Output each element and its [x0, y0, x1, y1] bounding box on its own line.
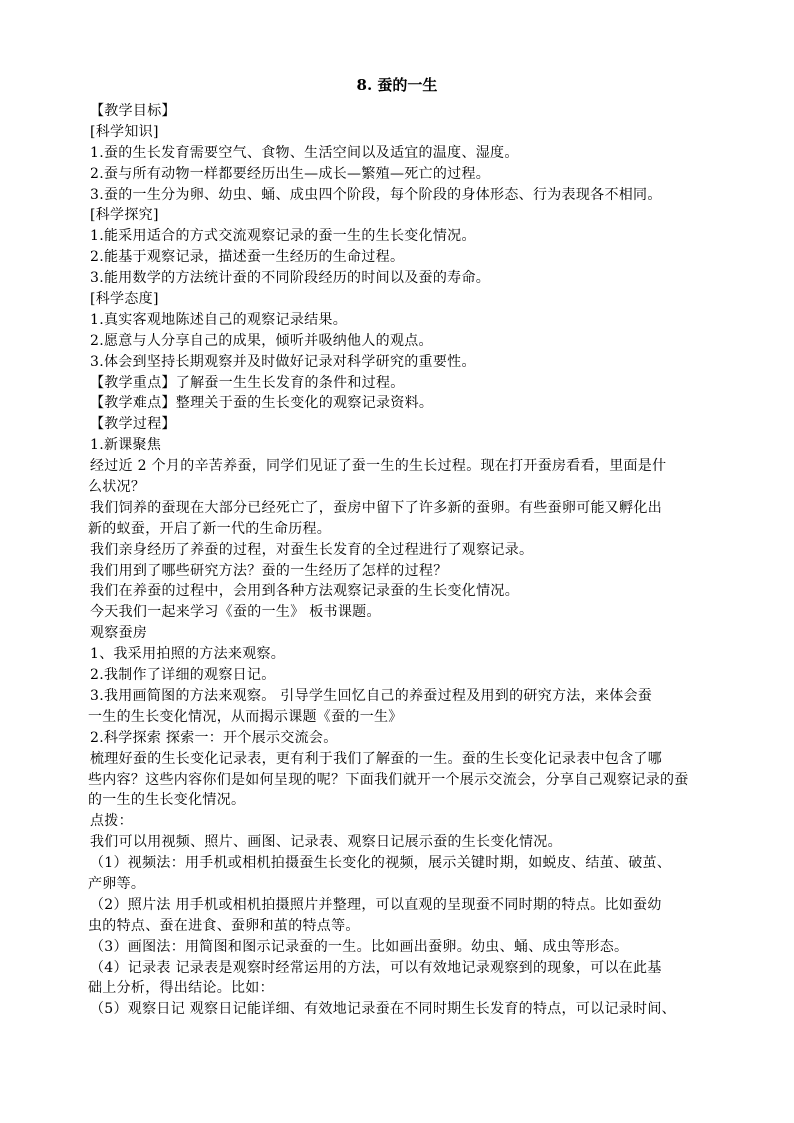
text-line: 经过近 2 个月的辛苦养蚕，同学们见证了蚕一生的生长过程。现在打开蚕房看看，里面是什 [90, 458, 667, 475]
text-line: 1.新课聚焦 [90, 437, 162, 454]
text-line: 3.能用数学的方法统计蚕的不同阶段经历的时间以及蚕的寿命。 [90, 270, 491, 287]
text-line: 我们可以用视频、照片、画图、记录表、观察日记展示蚕的生长变化情况。 [90, 834, 562, 851]
text-line: 1、我采用拍照的方法来观察。 [90, 646, 286, 663]
text-line: （3）画图法：用简图和图示记录蚕的一生。比如画出蚕卵。幼虫、蛹、成虫等形态。 [90, 938, 629, 955]
difficult-points: 【教学难点】整理关于蚕的生长变化的观察记录资料。 [90, 395, 434, 412]
text-line: （4）记录表 记录表是观察时经常运用的方法，可以有效地记录观察到的现象，可以在此基 [90, 959, 662, 976]
text-line: 我们用到了哪些研究方法？蚕的一生经历了怎样的过程？ [90, 562, 448, 579]
text-line: 新的蚁蚕，开启了新一代的生命历程。 [88, 520, 332, 537]
text-line: 1.真实客观地陈述自己的观察记录结果。 [90, 311, 348, 328]
text-line: 么状况？ [88, 479, 146, 496]
text-line: 2.愿意与人分享自己的成果，倾听并吸纳他人的观点。 [90, 332, 433, 349]
text-line: 产卵等。 [88, 875, 146, 892]
text-line: 我们在养蚕的过程中，会用到各种方法观察记录蚕的生长变化情况。 [90, 583, 519, 600]
text-line: 1.蚕的生长发育需要空气、食物、生活空间以及适宜的温度、湿度。 [90, 144, 519, 161]
text-line: 观察蚕房 [90, 625, 148, 642]
text-line: 3.我用画简图的方法来观察。 引导学生回忆自己的养蚕过程及用到的研究方法，来体会蚕 [90, 687, 653, 704]
subheading-inquiry: [科学探究] [90, 207, 159, 224]
text-line: 我们亲身经历了养蚕的过程，对蚕生长发育的全过程进行了观察记录。 [90, 541, 534, 558]
text-line: 2.我制作了详细的观察日记。 [90, 667, 276, 684]
text-line: 些内容？这些内容你们是如何呈现的呢？下面我们就开一个展示交流会，分享自己观察记录的蚕 [88, 771, 689, 788]
text-line: （1）视频法：用手机或相机拍摄蚕生长变化的视频，展示关键时期，如蜕皮、结茧、破茧、 [90, 855, 672, 872]
text-line: （2）照片法 用手机或相机拍摄照片并整理，可以直观的呈现蚕不同时期的特点。比如蚕幼 [90, 896, 662, 913]
text-line: 3.体会到坚持长期观察并及时做好记录对科学研究的重要性。 [90, 353, 476, 370]
text-line: （5）观察日记 观察日记能详细、有效地记录蚕在不同时期生长发育的特点，可以记录时间、 [90, 1001, 676, 1018]
text-line: 今天我们一起来学习《蚕的一生》 板书课题。 [90, 604, 381, 621]
subheading-knowledge: [科学知识] [90, 123, 159, 140]
text-line: 我们饲养的蚕现在大部分已经死亡了，蚕房中留下了许多新的蚕卵。有些蚕卵可能又孵化出 [90, 499, 662, 516]
text-line: 2.科学探索 探索一：开个展示交流会。 [90, 729, 338, 746]
key-points: 【教学重点】了解蚕一生生长发育的条件和过程。 [90, 374, 405, 391]
text-line: 2.蚕与所有动物一样都要经历出生—成长—繁殖—死亡的过程。 [90, 165, 491, 182]
document-body [90, 101, 740, 1020]
text-line: 3.蚕的一生分为卵、幼虫、蛹、成虫四个阶段，每个阶段的身体形态、行为表现各不相同。 [90, 186, 662, 203]
text-line: 的一生的生长变化情况。 [88, 792, 246, 809]
text-line: 础上分析，得出结论。比如： [88, 980, 274, 997]
section-heading-objectives: 【教学目标】 [90, 103, 176, 119]
section-heading-process: 【教学过程】 [90, 416, 176, 433]
text-line: 点拨： [90, 813, 133, 830]
text-line: 一生的生长变化情况，从而揭示课题《蚕的一生》 [88, 708, 403, 725]
document-title: 8. 蚕的一生 [356, 76, 438, 94]
text-line: 1.能采用适合的方式交流观察记录的蚕一生的生长变化情况。 [90, 228, 476, 245]
text-line: 虫的特点、蚕在进食、蚕卵和茧的特点等。 [88, 917, 360, 934]
text-line: 2.能基于观察记录，描述蚕一生经历的生命过程。 [90, 249, 405, 266]
subheading-attitude: [科学态度] [90, 291, 159, 308]
text-line: 梳理好蚕的生长变化记录表，更有利于我们了解蚕的一生。蚕的生长变化记录表中包含了哪 [90, 750, 662, 767]
